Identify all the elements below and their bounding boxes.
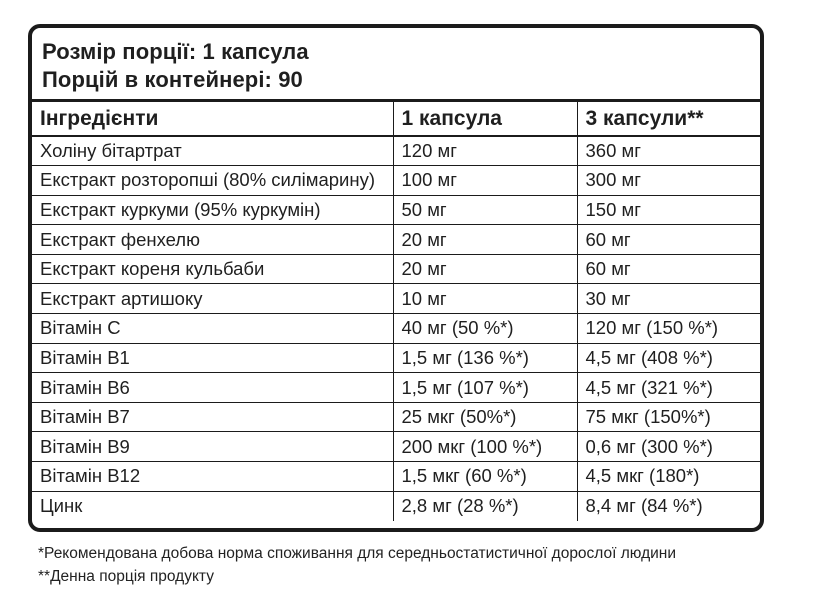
ingredient-name: Вітамін В12 <box>32 462 393 492</box>
amount-3-capsules: 150 мг <box>577 195 760 225</box>
ingredient-name: Вітамін В9 <box>32 432 393 462</box>
table-row <box>32 254 760 284</box>
table-row <box>32 166 760 196</box>
ingredient-name: Вітамін В1 <box>32 343 393 373</box>
amount-1-capsule: 1,5 мкг (60 %*) <box>393 462 577 492</box>
amount-3-capsules: 4,5 мг (321 %*) <box>577 373 760 403</box>
amount-1-capsule: 20 мг <box>393 225 577 255</box>
table-row <box>32 402 760 432</box>
footnote-daily-value: *Рекомендована добова норма споживання для середньостатистичної дорослої людини <box>38 545 677 562</box>
table-row <box>32 432 760 462</box>
table-row <box>32 195 760 225</box>
amount-1-capsule: 100 мг <box>393 166 577 196</box>
amount-1-capsule: 40 мг (50 %*) <box>393 314 577 344</box>
serving-size: Розмір порції: 1 капсула <box>42 39 309 64</box>
column-header-3-capsules: 3 капсули** <box>577 102 760 136</box>
ingredient-name: Вітамін С <box>32 314 393 344</box>
table-row <box>32 225 760 255</box>
footnotes <box>38 542 676 588</box>
ingredient-name: Екстракт куркуми (95% куркумін) <box>32 195 393 225</box>
ingredients-table <box>32 102 760 521</box>
amount-1-capsule: 50 мг <box>393 195 577 225</box>
serving-info-header <box>32 28 760 102</box>
table-row <box>32 314 760 344</box>
amount-3-capsules: 60 мг <box>577 225 760 255</box>
ingredient-name: Цинк <box>32 491 393 521</box>
table-header-row <box>32 102 760 136</box>
amount-3-capsules: 300 мг <box>577 166 760 196</box>
amount-3-capsules: 30 мг <box>577 284 760 314</box>
ingredient-name: Вітамін В6 <box>32 373 393 403</box>
amount-3-capsules: 4,5 мг (408 %*) <box>577 343 760 373</box>
table-row <box>32 343 760 373</box>
column-header-ingredients: Інгредієнти <box>32 102 393 136</box>
table-row <box>32 373 760 403</box>
ingredient-name: Екстракт артишоку <box>32 284 393 314</box>
table-row <box>32 284 760 314</box>
amount-1-capsule: 2,8 мг (28 %*) <box>393 491 577 521</box>
amount-1-capsule: 1,5 мг (136 %*) <box>393 343 577 373</box>
ingredient-name: Екстракт фенхелю <box>32 225 393 255</box>
table-row <box>32 491 760 521</box>
ingredient-name: Екстракт розторопші (80% силімарину) <box>32 166 393 196</box>
table-row <box>32 136 760 166</box>
column-header-1-capsule: 1 капсула <box>393 102 577 136</box>
servings-per-container: Порцій в контейнері: 90 <box>42 67 303 92</box>
ingredient-name: Холіну бітартрат <box>32 136 393 166</box>
amount-3-capsules: 120 мг (150 %*) <box>577 314 760 344</box>
amount-1-capsule: 200 мкг (100 %*) <box>393 432 577 462</box>
amount-3-capsules: 60 мг <box>577 254 760 284</box>
ingredient-name: Екстракт кореня кульбаби <box>32 254 393 284</box>
amount-1-capsule: 120 мг <box>393 136 577 166</box>
amount-1-capsule: 25 мкг (50%*) <box>393 402 577 432</box>
amount-3-capsules: 360 мг <box>577 136 760 166</box>
footnote-daily-serving: **Денна порція продукту <box>38 568 214 585</box>
amount-1-capsule: 10 мг <box>393 284 577 314</box>
table-row <box>32 462 760 492</box>
amount-1-capsule: 1,5 мг (107 %*) <box>393 373 577 403</box>
amount-3-capsules: 0,6 мг (300 %*) <box>577 432 760 462</box>
amount-3-capsules: 75 мкг (150%*) <box>577 402 760 432</box>
amount-1-capsule: 20 мг <box>393 254 577 284</box>
amount-3-capsules: 8,4 мг (84 %*) <box>585 495 703 517</box>
amount-3-capsules: 4,5 мкг (180*) <box>577 462 760 492</box>
ingredient-name: Вітамін В7 <box>32 402 393 432</box>
supplement-facts-panel <box>28 24 764 532</box>
